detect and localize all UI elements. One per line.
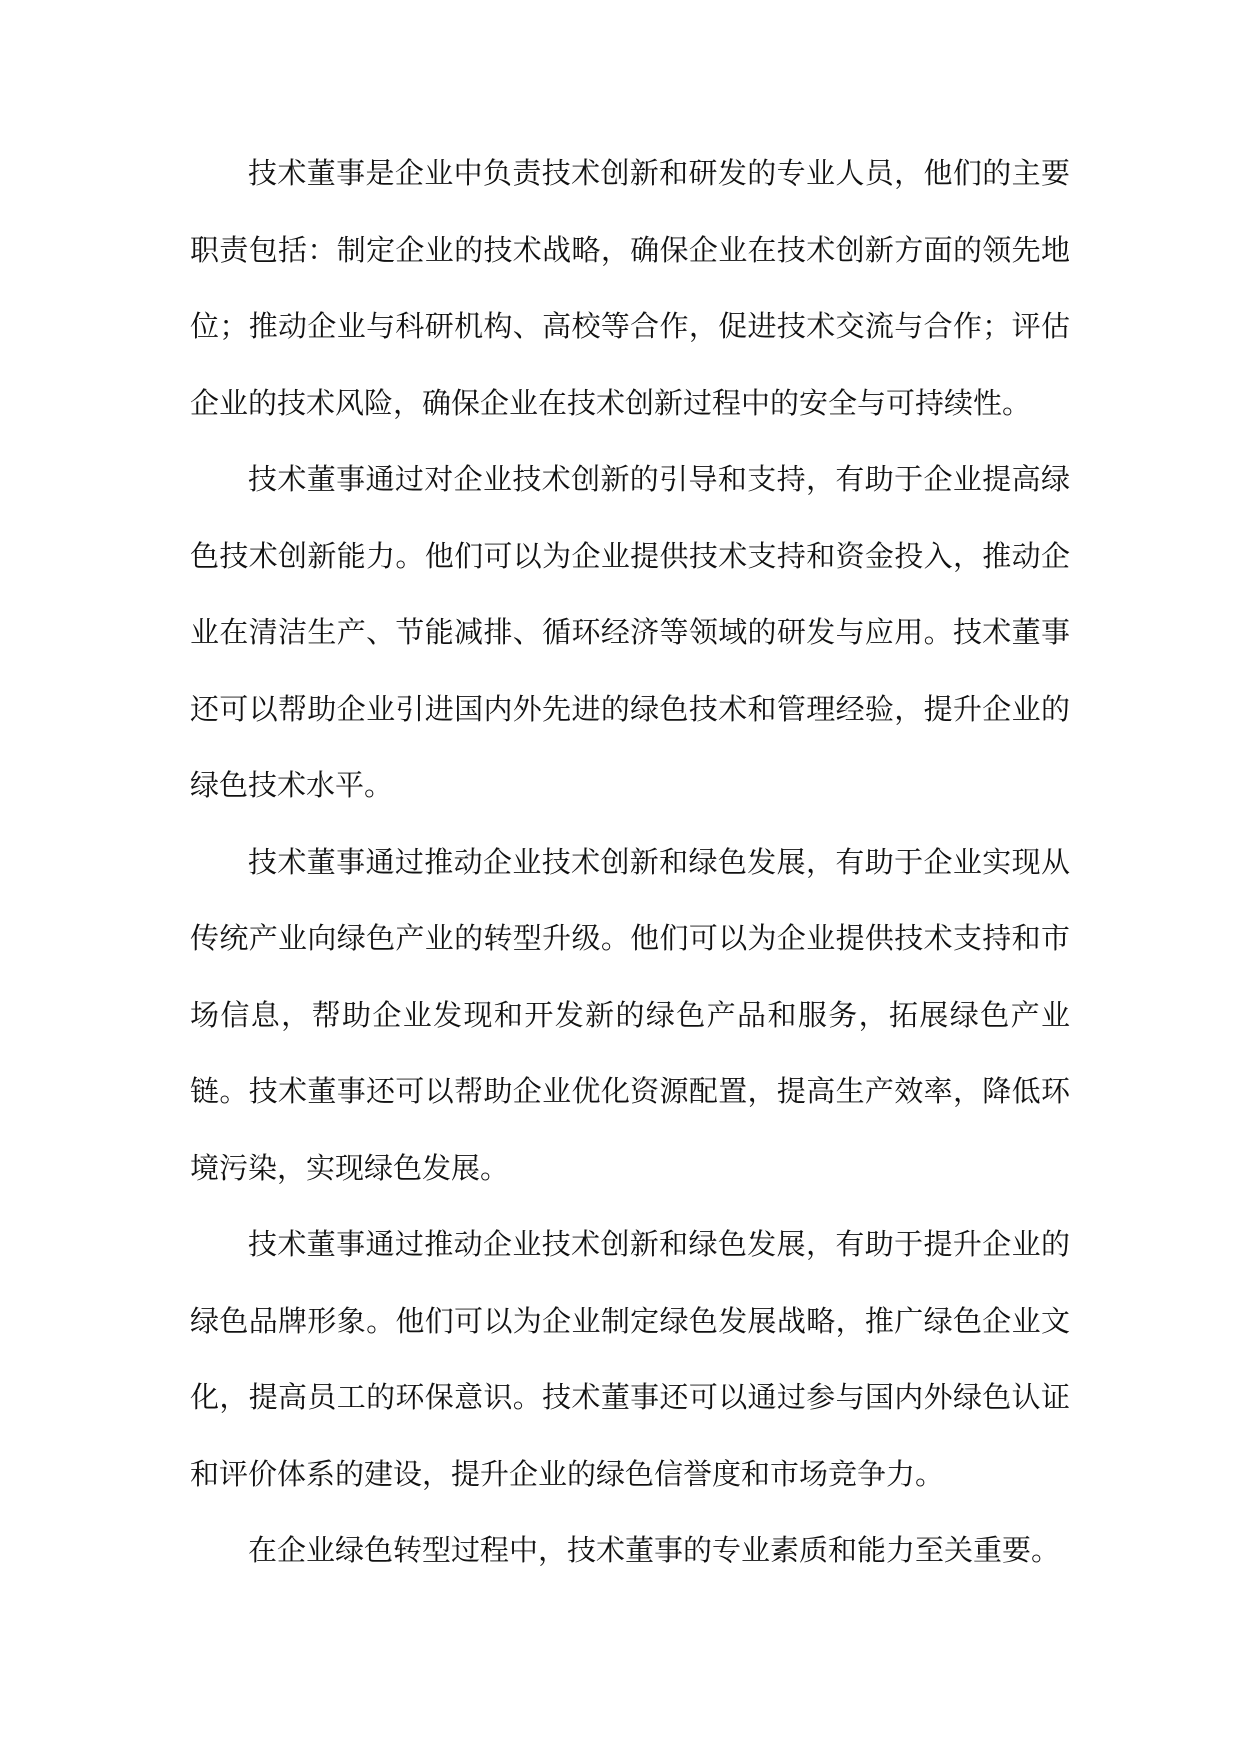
document-body: [190, 135, 1070, 1589]
paragraph-5: 在企业绿色转型过程中，技术董事的专业素质和能力至关重要。: [248, 1533, 1061, 1567]
paragraph-2: 技术董事通过对企业技术创新的引导和支持，有助于企业提高绿色技术创新能力。他们可以为企业提供技术支持和资金投入，推动企业在清洁生产、节能减排、循环经济等领域的研发与应用。技术董事还可以帮助企业引进国内外先进的绿色技术和管理经验，提升企业的绿色技术水平。: [190, 462, 1070, 802]
paragraph-1: 技术董事是企业中负责技术创新和研发的专业人员，他们的主要职责包括：制定企业的技术战略，确保企业在技术创新方面的领先地位；推动企业与科研机构、高校等合作，促进技术交流与合作；评估企业的技术风险，确保企业在技术创新过程中的安全与可持续性。: [190, 156, 1070, 420]
paragraph-3: 技术董事通过推动企业技术创新和绿色发展，有助于企业实现从传统产业向绿色产业的转型升级。他们可以为企业提供技术支持和市场信息，帮助企业发现和开发新的绿色产品和服务，拓展绿色产业链。技术董事还可以帮助企业优化资源配置，提高生产效率，降低环境污染，实现绿色发展。: [190, 844, 1070, 1185]
paragraph-4: 技术董事通过推动企业技术创新和绿色发展，有助于提升企业的绿色品牌形象。他们可以为企业制定绿色发展战略，推广绿色企业文化，提高员工的环保意识。技术董事还可以通过参与国内外绿色认证和评价体系的建设，提升企业的绿色信誉度和市场竞争力。: [190, 1227, 1070, 1491]
